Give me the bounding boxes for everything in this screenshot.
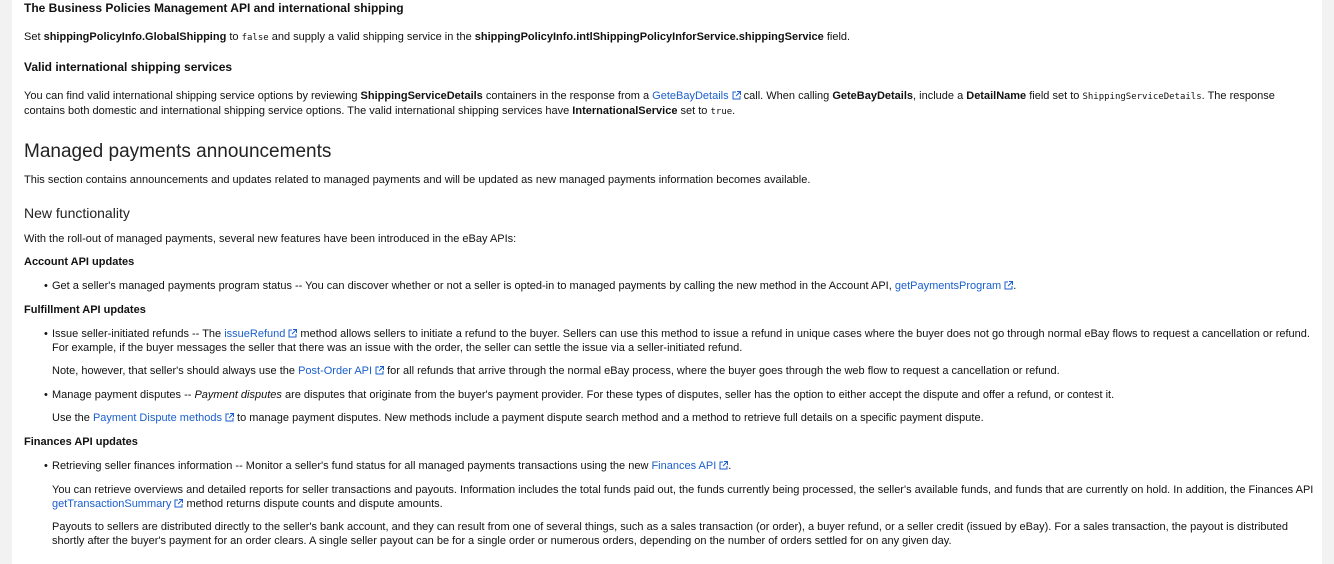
bullet-dot: • bbox=[44, 280, 48, 292]
link-getebaydetails[interactable]: GeteBayDetails bbox=[652, 90, 740, 102]
list-item-payments-program bbox=[24, 280, 1314, 294]
text: You can retrieve overviews and detailed reports for seller transactions and payouts. Information includes the total funds paid out, the funds currently being processed, the seller's available funds, and funds that are currently on hold. In addition, the Finances API bbox=[52, 484, 1314, 496]
field-name: shippingPolicyInfo.GlobalShipping bbox=[43, 31, 227, 43]
text: . The response contains both domestic and international shipping service options. The valid international shipping services have bbox=[24, 90, 1275, 117]
heading-valid-intl-shipping: Valid international shipping services bbox=[24, 60, 233, 74]
link-post-order-api[interactable]: Post-Order API bbox=[298, 365, 384, 377]
code-false: false bbox=[241, 33, 269, 43]
text: for all refunds that arrive through the normal eBay process, where the buyer goes through the web flow to request a cancellation or refund. bbox=[384, 365, 1060, 377]
list-item-issue-refund bbox=[24, 328, 1314, 355]
call-name: GeteBayDetails bbox=[832, 90, 914, 102]
text: . bbox=[728, 460, 732, 472]
text: to manage payment disputes. New methods include a payment dispute search method and a method to retrieve full details on a specific payment dispute. bbox=[233, 412, 984, 424]
bullet-dot: • bbox=[44, 328, 48, 340]
link-issuerefund[interactable]: issueRefund bbox=[224, 328, 297, 340]
heading-business-policies: The Business Policies Management API and international shipping bbox=[24, 1, 404, 15]
emphasis: Payment disputes bbox=[194, 389, 282, 401]
text: , include a bbox=[913, 90, 967, 102]
text: Retrieving seller finances information -- Monitor a seller's fund status for all managed payments transactions using the new bbox=[52, 460, 652, 472]
text: Manage payment disputes -- bbox=[52, 389, 195, 401]
paragraph-managed-intro: This section contains announcements and updates related to managed payments and will be updated as new managed payments information becomes available. bbox=[24, 174, 811, 186]
text: . bbox=[1013, 280, 1017, 292]
bullet-dot: • bbox=[44, 460, 48, 472]
link-payment-dispute-methods[interactable]: Payment Dispute methods bbox=[93, 412, 234, 424]
link-finances-api[interactable]: Finances API bbox=[651, 460, 728, 472]
list-item-payment-disputes bbox=[24, 389, 1314, 403]
link-gettransactionsummary[interactable]: getTransactionSummary bbox=[52, 498, 183, 510]
paragraph-payouts: Payouts to sellers are distributed directly to the seller's bank account, and they can result from one of several things, such as a sales transaction (or order), a buyer refund, or a seller credit (issued by eBay). For a sales transaction, the payout is distributed shortly after the buyer's payment for an order clears. A single seller payout can be for a single order or numerous orders, depending on the number of orders settled for on any given day. bbox=[52, 521, 1288, 547]
field-name: DetailName bbox=[966, 90, 1027, 102]
heading-fulfillment-api: Fulfillment API updates bbox=[24, 304, 146, 316]
code-true: true bbox=[710, 106, 733, 117]
text: field. bbox=[823, 31, 851, 43]
heading-finances-api: Finances API updates bbox=[24, 436, 138, 448]
field-name: InternationalService bbox=[572, 104, 678, 117]
heading-managed-payments: Managed payments announcements bbox=[24, 141, 332, 162]
external-link-icon bbox=[719, 461, 728, 470]
text: Note, however, that seller's should always use the bbox=[52, 365, 299, 377]
paragraph-finances-overview bbox=[24, 484, 1314, 511]
link-getpaymentsprogram[interactable]: getPaymentsProgram bbox=[895, 280, 1013, 292]
heading-new-functionality: New functionality bbox=[24, 205, 130, 221]
paragraph-valid-services bbox=[24, 90, 1314, 119]
text: Use the bbox=[52, 412, 93, 424]
paragraph-newfunc-intro: With the roll-out of managed payments, several new features have been introduced in the eBay APIs: bbox=[24, 233, 517, 245]
external-link-icon bbox=[732, 91, 741, 100]
external-link-icon bbox=[225, 413, 234, 422]
text: method returns dispute counts and dispute amounts. bbox=[183, 497, 443, 510]
text: and supply a valid shipping service in the bbox=[268, 31, 475, 43]
code-value: ShippingServiceDetails bbox=[1082, 92, 1202, 102]
paragraph-post-order-note bbox=[24, 365, 1314, 379]
text: Set bbox=[24, 31, 44, 43]
text: . bbox=[732, 104, 736, 117]
text: containers in the response from a bbox=[482, 90, 653, 102]
external-link-icon bbox=[375, 366, 384, 375]
field-name: shippingPolicyInfo.intlShippingPolicyInforService.shippingService bbox=[474, 31, 824, 43]
external-link-icon bbox=[1004, 281, 1013, 290]
text: Get a seller's managed payments program status -- You can discover whether or not a seller is opted-in to managed payments by calling the new method in the Account API, bbox=[52, 280, 895, 292]
text: set to bbox=[677, 104, 711, 117]
text: You can find valid international shipping service options by reviewing bbox=[24, 90, 361, 102]
text: to bbox=[226, 31, 242, 43]
container-name: ShippingServiceDetails bbox=[360, 90, 483, 102]
bullet-dot: • bbox=[44, 389, 48, 401]
documentation-page bbox=[12, 0, 1322, 564]
paragraph-payment-dispute-methods bbox=[24, 412, 1314, 426]
text: field set to bbox=[1026, 90, 1083, 102]
text: method allows sellers to initiate a refund to the buyer. Sellers can use this method to issue a refund in unique cases where the buyer does not go through normal eBay flows to request a cancellation or refund. For example, if the buyer messages the seller that there was an issue with the order, the seller can settle the issue via a seller-initiated refund. bbox=[52, 328, 1310, 354]
text: call. When calling bbox=[740, 90, 833, 102]
heading-account-api: Account API updates bbox=[24, 256, 135, 268]
text: are disputes that originate from the buyer's payment provider. For these types of disputes, seller has the option to either accept the dispute and offer a refund, or contest it. bbox=[281, 389, 1115, 401]
list-item-finances-info bbox=[24, 460, 1314, 474]
text: Issue seller-initiated refunds -- The bbox=[52, 328, 225, 340]
paragraph-global-shipping bbox=[24, 31, 1314, 46]
